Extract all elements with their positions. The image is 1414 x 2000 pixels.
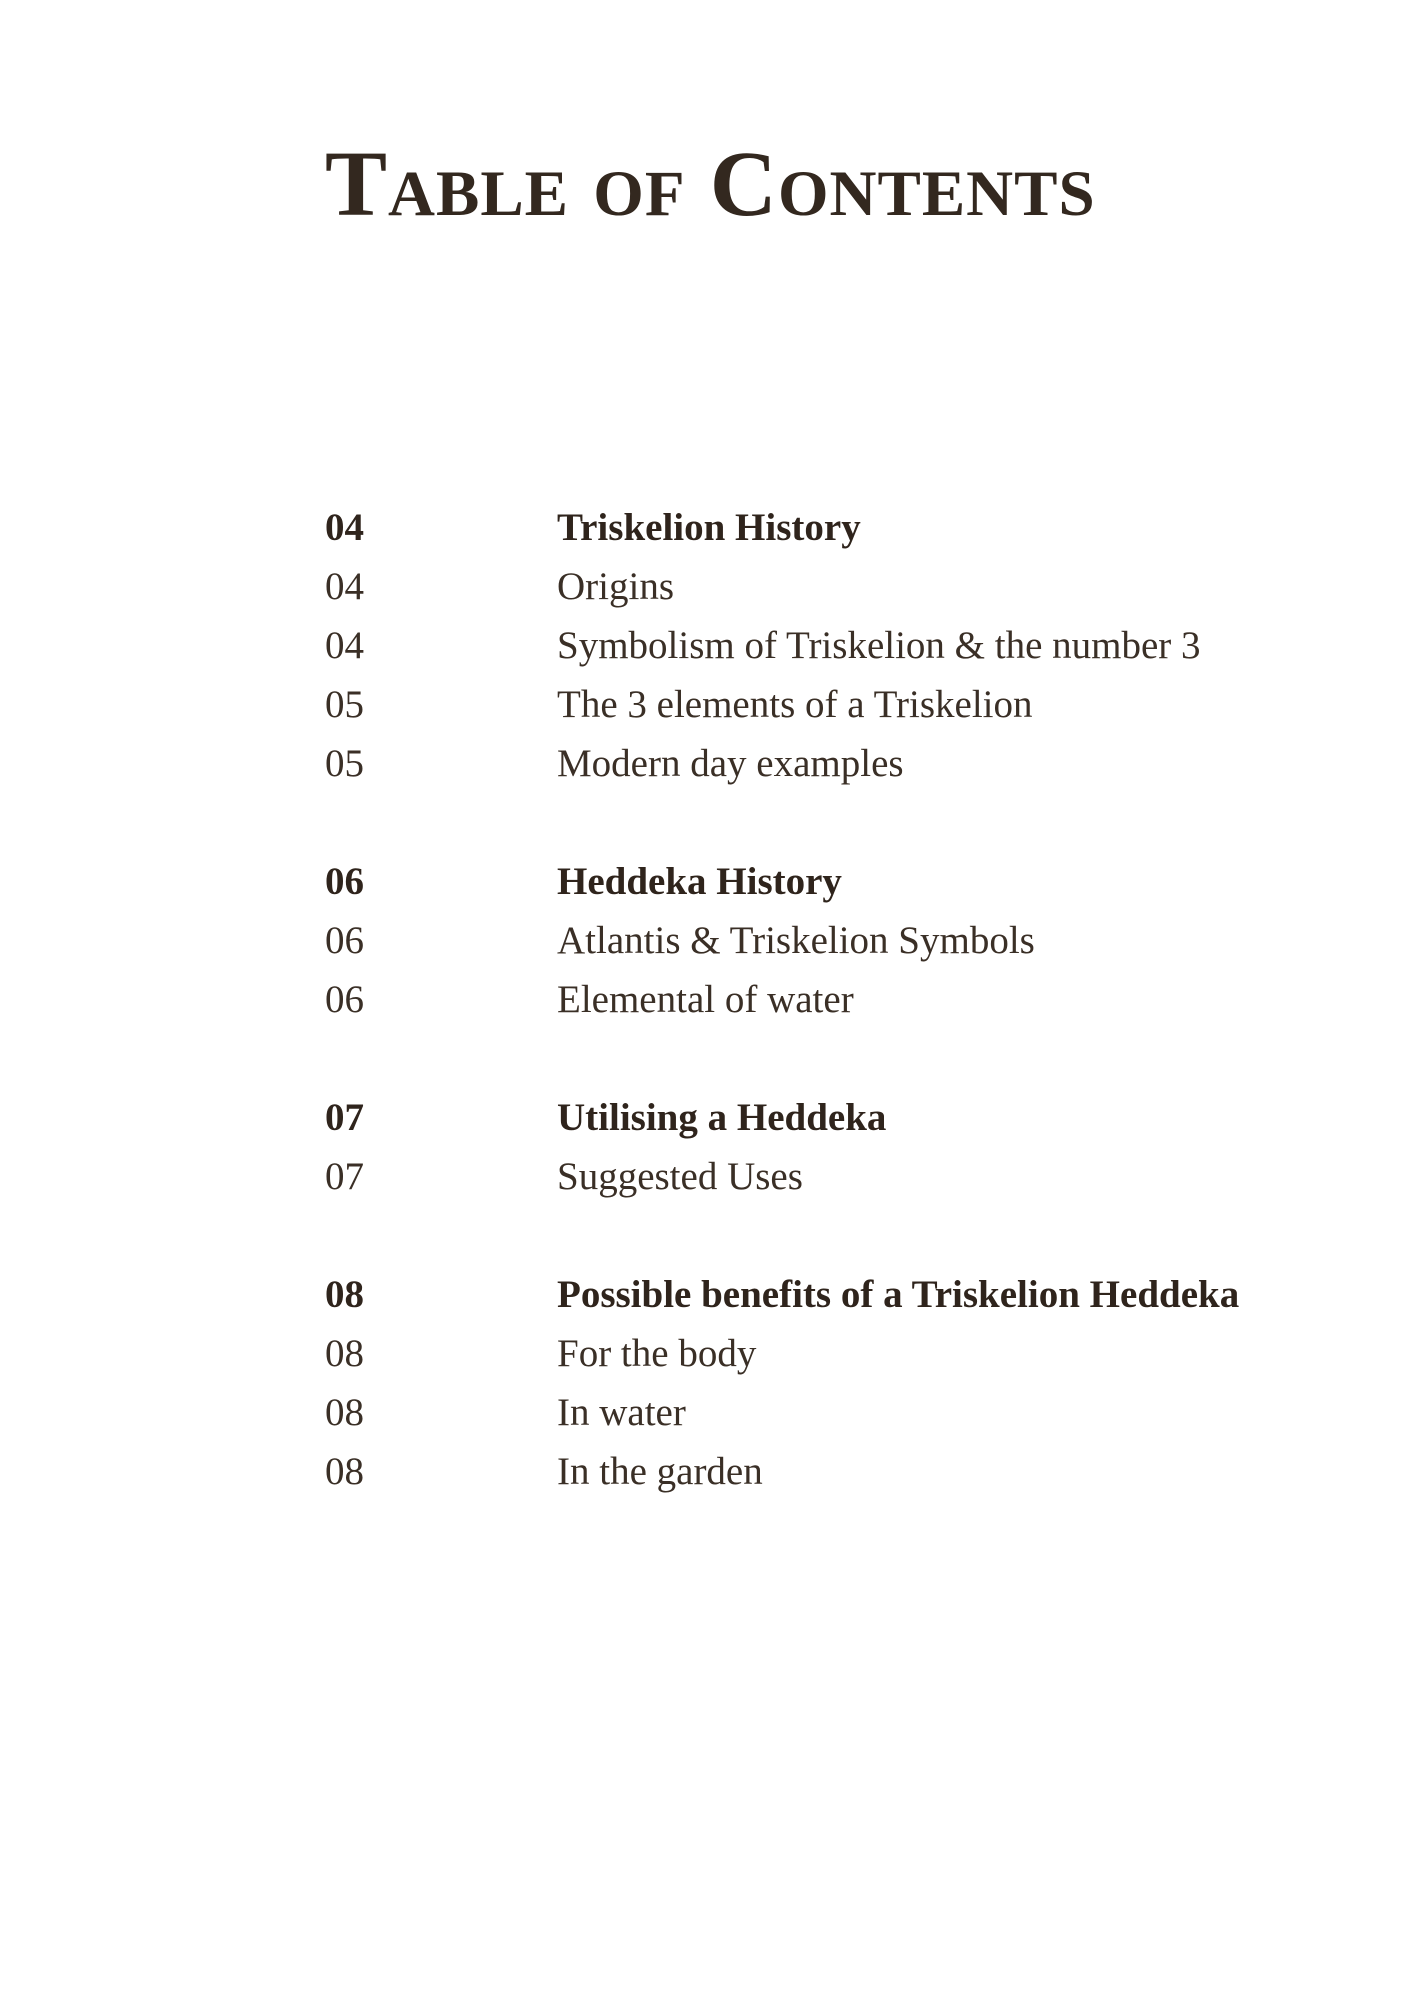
toc-entry[interactable] xyxy=(325,970,1365,1029)
table-of-contents xyxy=(325,498,1365,1560)
toc-page-number: 08 xyxy=(325,1273,364,1316)
toc-entry-label: Modern day examples xyxy=(557,742,904,785)
toc-entry[interactable] xyxy=(325,1147,1365,1206)
toc-page-number: 04 xyxy=(325,506,364,549)
toc-section-utilising-a-heddeka xyxy=(325,1088,1365,1206)
page-title: Table of Contents xyxy=(325,133,1096,236)
toc-page-number: 07 xyxy=(325,1096,364,1139)
toc-entry[interactable] xyxy=(325,911,1365,970)
toc-heading[interactable] xyxy=(325,1265,1365,1324)
toc-page-number: 06 xyxy=(325,978,364,1021)
toc-entry[interactable] xyxy=(325,675,1365,734)
toc-page-number: 05 xyxy=(325,742,364,785)
toc-entry-label: In water xyxy=(557,1391,686,1434)
toc-entry[interactable] xyxy=(325,616,1365,675)
toc-heading-label: Heddeka History xyxy=(557,860,842,903)
toc-entry[interactable] xyxy=(325,1442,1365,1501)
toc-entry[interactable] xyxy=(325,1383,1365,1442)
toc-entry-label: Origins xyxy=(557,565,674,608)
toc-entry-label: In the garden xyxy=(557,1450,763,1493)
toc-page-number: 05 xyxy=(325,683,364,726)
toc-entry-label: Elemental of water xyxy=(557,978,854,1021)
toc-section-heddeka-history xyxy=(325,852,1365,1029)
toc-page-number: 06 xyxy=(325,919,364,962)
toc-page-number: 08 xyxy=(325,1391,364,1434)
toc-page-number: 07 xyxy=(325,1155,364,1198)
toc-entry[interactable] xyxy=(325,1324,1365,1383)
toc-entry-label: Symbolism of Triskelion & the number 3 xyxy=(557,624,1201,667)
toc-page-number: 04 xyxy=(325,624,364,667)
toc-entry[interactable] xyxy=(325,557,1365,616)
toc-page-number: 06 xyxy=(325,860,364,903)
toc-heading[interactable] xyxy=(325,1088,1365,1147)
toc-entry-label: The 3 elements of a Triskelion xyxy=(557,683,1033,726)
toc-heading-label: Utilising a Heddeka xyxy=(557,1096,887,1139)
toc-entry-label: For the body xyxy=(557,1332,757,1375)
toc-entry[interactable] xyxy=(325,734,1365,793)
toc-page-number: 08 xyxy=(325,1450,364,1493)
toc-entry-label: Atlantis & Triskelion Symbols xyxy=(557,919,1035,962)
toc-heading[interactable] xyxy=(325,852,1365,911)
toc-heading-label: Triskelion History xyxy=(557,506,861,549)
toc-page-number: 04 xyxy=(325,565,364,608)
toc-section-possible-benefits xyxy=(325,1265,1365,1501)
toc-page-number: 08 xyxy=(325,1332,364,1375)
toc-heading[interactable] xyxy=(325,498,1365,557)
toc-heading-label: Possible benefits of a Triskelion Heddeka xyxy=(557,1273,1240,1316)
toc-entry-label: Suggested Uses xyxy=(557,1155,803,1198)
toc-section-triskelion-history xyxy=(325,498,1365,793)
